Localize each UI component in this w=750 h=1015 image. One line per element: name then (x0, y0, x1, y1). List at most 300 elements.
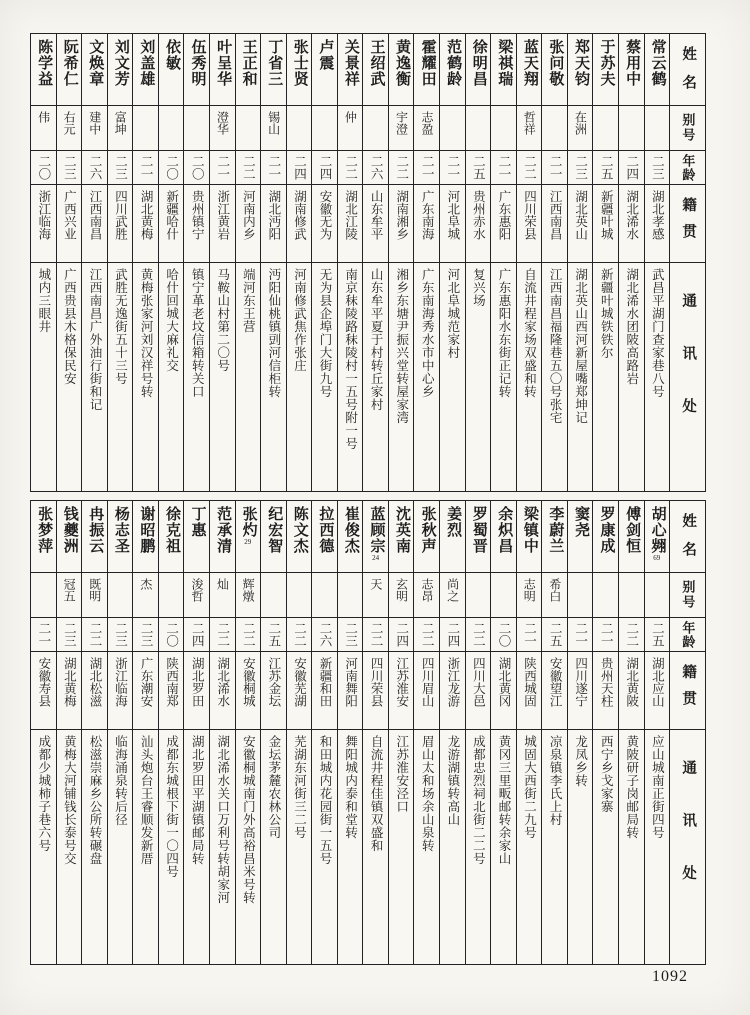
person-age: 二四 (287, 151, 312, 185)
person-column (184, 34, 210, 491)
person-address: 舞阳城内泰和堂转 (343, 735, 358, 839)
person-address: 凉泉镇李氏上村 (548, 735, 563, 826)
person-name: 张秋声 (414, 501, 439, 573)
person-alias (645, 573, 670, 618)
name-annotation: 29 (244, 538, 252, 546)
person-address: 芜湖东河街三二号 (292, 735, 307, 839)
person-address: 松滋崇麻乡公所转碾盘 (87, 735, 102, 865)
person-name: 崔俊杰 (338, 501, 363, 573)
person-address: 龙游湖镇转高山 (445, 735, 460, 826)
person-alias: 志昂 (414, 573, 439, 618)
header-age-label: 年龄 (670, 151, 705, 185)
person-address: 成都忠烈祠北街二二号 (471, 735, 486, 865)
person-age: 二三 (108, 151, 133, 185)
person-origin: 四川荣县 (517, 185, 542, 263)
person-column (184, 501, 210, 964)
person-origin: 湖北罗田 (184, 652, 209, 730)
person-origin: 江苏淮安 (389, 652, 414, 730)
person-column (338, 501, 364, 964)
person-alias (236, 106, 261, 151)
person-origin: 四川大邑 (466, 652, 491, 730)
person-name: 刘盖雄 (133, 34, 158, 106)
person-origin: 湖北江陵 (338, 185, 363, 263)
person-age: 二三 (338, 618, 363, 652)
person-age: 二二 (236, 618, 261, 652)
person-address: 西宁乡戈家寨 (599, 735, 614, 813)
person-column (236, 501, 262, 964)
person-origin: 湖北孝感 (645, 185, 670, 263)
person-name: 徐克祖 (159, 501, 184, 573)
person-alias (159, 106, 184, 151)
person-age: 二一 (210, 151, 235, 185)
person-age: 二一 (440, 151, 465, 185)
person-origin: 贵州赤水 (466, 185, 491, 263)
person-name: 张问敬 (542, 34, 567, 106)
person-age: 二一 (31, 618, 56, 652)
page-number: 1092 (652, 968, 688, 985)
person-age: 二二 (236, 151, 261, 185)
person-age: 二四 (619, 151, 644, 185)
person-column (593, 501, 619, 964)
person-origin: 新疆哈什 (159, 185, 184, 263)
header-column (670, 34, 705, 491)
person-alias (312, 573, 337, 618)
person-age: 二五 (542, 618, 567, 652)
person-origin: 新疆和田 (312, 652, 337, 730)
header-age-label: 年龄 (670, 618, 705, 652)
person-column (568, 501, 594, 964)
person-name: 沈英南 (389, 501, 414, 573)
person-alias (645, 106, 670, 151)
person-column (517, 34, 543, 491)
person-age: 二四 (389, 618, 414, 652)
person-name: 范鹤龄 (440, 34, 465, 106)
person-column (414, 34, 440, 491)
person-alias: 既明 (82, 573, 107, 618)
person-name: 谢昭鹏 (133, 501, 158, 573)
person-name: 范承清 (210, 501, 235, 573)
person-column (363, 501, 389, 964)
person-column (593, 34, 619, 491)
person-column (466, 34, 492, 491)
person-origin: 安徽寿县 (31, 652, 56, 730)
person-name: 傅剑恒 (619, 501, 644, 573)
person-address: 成都少城柿子巷六号 (36, 735, 51, 852)
person-age: 二一 (491, 151, 516, 185)
person-alias: 志盈 (414, 106, 439, 151)
person-origin: 江西南昌 (82, 185, 107, 263)
person-column (619, 34, 645, 491)
person-age: 二一 (133, 151, 158, 185)
person-address: 湘乡东塘尹振兴堂转屋家湾 (394, 268, 409, 424)
person-column (159, 501, 185, 964)
person-column (82, 501, 108, 964)
person-age: 二三 (568, 151, 593, 185)
person-origin: 湖南湘乡 (389, 185, 414, 263)
person-age: 二五 (261, 618, 286, 652)
person-address: 江苏淮安泾口 (394, 735, 409, 813)
person-alias: 灿 (210, 573, 235, 618)
person-address: 沔阳仙桃镇剅河信柜转 (266, 268, 281, 398)
person-name: 窦尧 (568, 501, 593, 573)
person-alias: 浚哲 (184, 573, 209, 618)
person-alias (338, 573, 363, 618)
person-alias: 玄明 (389, 573, 414, 618)
person-origin: 安徽芜湖 (287, 652, 312, 730)
person-alias: 尚之 (440, 573, 465, 618)
person-column (466, 501, 492, 964)
person-origin: 安徽无为 (312, 185, 337, 263)
name-annotation: 69 (653, 554, 661, 562)
person-origin: 湖北黄梅 (57, 652, 82, 730)
person-name: 余炽昌 (491, 501, 516, 573)
person-column (389, 34, 415, 491)
person-origin: 浙江临海 (108, 652, 133, 730)
person-name: 于苏夫 (593, 34, 618, 106)
person-column (491, 34, 517, 491)
person-age: 二一 (517, 618, 542, 652)
person-name: 姜烈 (440, 501, 465, 573)
person-name: 李蔚兰 (542, 501, 567, 573)
directory-table-bottom (30, 500, 706, 965)
person-address: 金坛茅麓农林公司 (266, 735, 281, 839)
person-origin: 江西南昌 (542, 185, 567, 263)
person-alias: 右元 (57, 106, 82, 151)
person-alias (568, 573, 593, 618)
person-alias: 澄华 (210, 106, 235, 151)
person-name: 丁省三 (261, 34, 286, 106)
person-origin: 广东惠阳 (491, 185, 516, 263)
person-alias (108, 573, 133, 618)
person-age: 二二 (363, 618, 388, 652)
person-age: 二三 (133, 618, 158, 652)
person-column (261, 501, 287, 964)
header-name-label: 姓名 (670, 34, 705, 106)
person-address: 河北阜城范家村 (445, 268, 460, 359)
name-annotation: 24 (372, 554, 380, 562)
person-column (312, 501, 338, 964)
person-name: 冉振云 (82, 501, 107, 573)
person-name: 郑天钧 (568, 34, 593, 106)
person-name: 文焕章 (82, 34, 107, 106)
person-column (619, 501, 645, 964)
person-column (517, 501, 543, 964)
person-alias (133, 106, 158, 151)
person-alias: 杰 (133, 573, 158, 618)
person-address: 无为县企埠门大街九号 (318, 268, 333, 398)
person-name: 拉西德 (312, 501, 337, 573)
person-column (440, 34, 466, 491)
person-address: 眉山太和场余山泉转 (420, 735, 435, 852)
person-alias: 冠五 (57, 573, 82, 618)
person-address: 湖北浠水关口万利号转胡家河 (215, 735, 230, 904)
person-name: 黄逸衡 (389, 34, 414, 106)
person-age: 二二 (338, 151, 363, 185)
person-column (414, 501, 440, 964)
person-address: 广东惠阳水东街正记转 (496, 268, 511, 398)
header-column (670, 501, 705, 964)
person-origin: 安徽望江 (542, 652, 567, 730)
person-name: 罗康成 (593, 501, 618, 573)
person-column (82, 34, 108, 491)
person-age: 二二 (210, 618, 235, 652)
person-name: 胡心翙 69 (645, 501, 670, 573)
header-origin-label: 籍贯 (670, 652, 705, 730)
person-address: 临海涌泉转后径 (113, 735, 128, 826)
person-origin: 湖北沔阳 (261, 185, 286, 263)
person-age: 二六 (82, 151, 107, 185)
person-address: 湖北罗田平湖镇邮局转 (190, 735, 205, 865)
person-column (133, 34, 159, 491)
person-name: 纪宏智 (261, 501, 286, 573)
person-column (108, 501, 134, 964)
person-column (133, 501, 159, 964)
person-column (440, 501, 466, 964)
person-origin: 江苏金坛 (261, 652, 286, 730)
person-origin: 贵州镇宁 (184, 185, 209, 263)
person-address: 山东牟平夏于村转丘家村 (369, 268, 384, 411)
person-origin: 浙江黄岩 (210, 185, 235, 263)
person-age: 二二 (414, 618, 439, 652)
person-alias (593, 106, 618, 151)
person-address: 安徽桐城南门外高裕昌米号转 (241, 735, 256, 904)
person-address: 河南修武焦作张庄 (292, 268, 307, 372)
header-name-label: 姓名 (670, 501, 705, 573)
person-address: 镇宁革老坟信箱转关口 (190, 268, 205, 398)
person-address: 黄陂研子岗邮局转 (624, 735, 639, 839)
person-age: 二〇 (184, 151, 209, 185)
person-address: 成都东城根下街一〇四号 (164, 735, 179, 878)
person-address: 城固大西街二九号 (522, 735, 537, 839)
person-column (542, 34, 568, 491)
person-origin: 四川遂宁 (568, 652, 593, 730)
person-name: 王正和 (236, 34, 261, 106)
person-alias: 建中 (82, 106, 107, 151)
person-address: 黄梅大河铺钱长泰号交 (62, 735, 77, 865)
person-origin: 湖北黄梅 (133, 185, 158, 263)
person-column (210, 501, 236, 964)
person-alias: 锡山 (261, 106, 286, 151)
person-alias (593, 573, 618, 618)
person-age: 二六 (363, 151, 388, 185)
person-origin: 湖北浠水 (619, 185, 644, 263)
person-name: 丁惠 (184, 501, 209, 573)
person-column (645, 34, 671, 491)
person-origin: 河南舞阳 (338, 652, 363, 730)
person-address: 广东南海秀水市中心乡 (420, 268, 435, 398)
person-origin: 湖南修武 (287, 185, 312, 263)
person-age: 二四 (312, 151, 337, 185)
person-name: 梁镇中 (517, 501, 542, 573)
person-origin: 广西兴业 (57, 185, 82, 263)
directory-table-top (30, 33, 706, 492)
person-origin: 浙江龙游 (440, 652, 465, 730)
person-column (389, 501, 415, 964)
person-name: 陈文杰 (287, 501, 312, 573)
person-alias (466, 573, 491, 618)
person-name: 张梦萍 (31, 501, 56, 573)
person-name: 梁祺瑞 (491, 34, 516, 106)
person-address: 哈什回城大麻礼交 (164, 268, 179, 372)
person-origin: 湖北英山 (568, 185, 593, 263)
person-age: 二〇 (491, 618, 516, 652)
person-alias: 富坤 (108, 106, 133, 151)
person-name: 伍秀明 (184, 34, 209, 106)
person-alias (184, 106, 209, 151)
person-age: 二一 (593, 618, 618, 652)
person-name: 蓝顾宗 24 (363, 501, 388, 573)
person-origin: 广东南海 (414, 185, 439, 263)
person-origin: 四川荣县 (363, 652, 388, 730)
person-alias (619, 573, 644, 618)
person-age: 二二 (389, 151, 414, 185)
person-address: 自流井程佳镇双盛和 (369, 735, 384, 852)
person-origin: 四川武胜 (108, 185, 133, 263)
person-age: 二三 (108, 618, 133, 652)
person-age: 二三 (645, 151, 670, 185)
person-name: 阮希仁 (57, 34, 82, 106)
person-origin: 山东牟平 (363, 185, 388, 263)
person-alias: 志明 (517, 573, 542, 618)
person-name: 王绍武 (363, 34, 388, 106)
person-age: 二一 (414, 151, 439, 185)
person-age: 二四 (440, 618, 465, 652)
header-origin-label: 籍贯 (670, 185, 705, 263)
person-column (57, 501, 83, 964)
person-origin: 湖北应山 (645, 652, 670, 730)
person-origin: 湖北黄陂 (619, 652, 644, 730)
person-name: 蔡用中 (619, 34, 644, 106)
person-age: 二二 (82, 618, 107, 652)
person-age: 二三 (57, 618, 82, 652)
person-origin: 湖北浠水 (210, 652, 235, 730)
person-address: 马鞍山村第二〇号 (215, 268, 230, 372)
person-address: 南京秣陵路秣陵村一五号附一号 (343, 268, 358, 450)
person-alias: 仲 (338, 106, 363, 151)
person-address: 复兴场 (471, 268, 486, 307)
header-address-label: 通讯处 (680, 293, 697, 451)
person-alias: 哲祥 (517, 106, 542, 151)
header-alias-label: 别号 (670, 106, 705, 151)
person-age: 二〇 (159, 618, 184, 652)
person-name: 徐明昌 (466, 34, 491, 106)
person-age: 二四 (184, 618, 209, 652)
person-name: 霍耀田 (414, 34, 439, 106)
person-alias (159, 573, 184, 618)
person-address: 应山城南正街四号 (650, 735, 665, 839)
person-origin: 四川眉山 (414, 652, 439, 730)
person-column (568, 34, 594, 491)
person-alias (466, 106, 491, 151)
person-address: 武胜无逸街五十三号 (113, 268, 128, 385)
person-alias: 希白 (542, 573, 567, 618)
person-alias (440, 106, 465, 151)
person-alias (287, 106, 312, 151)
person-name: 张灼 29 (236, 501, 261, 573)
person-address: 端河东王营 (241, 268, 256, 333)
person-age: 二三 (57, 151, 82, 185)
person-origin: 河北阜城 (440, 185, 465, 263)
person-address: 自流井程家场双盛和转 (522, 268, 537, 398)
person-column (31, 501, 57, 964)
person-name: 叶呈华 (210, 34, 235, 106)
person-address: 和田城内花园街一五号 (318, 735, 333, 865)
person-column (645, 501, 671, 964)
person-name: 钱夔洲 (57, 501, 82, 573)
person-address: 江西南昌广外油行街和记 (87, 268, 102, 411)
person-address: 汕头炮台王睿顺发新厝 (139, 735, 154, 865)
person-origin: 贵州天柱 (593, 652, 618, 730)
person-address: 城内三眼井 (36, 268, 51, 333)
person-column (363, 34, 389, 491)
person-age: 二二 (619, 618, 644, 652)
person-address: 黄梅张家河刘汉祥号转 (139, 268, 154, 398)
person-name: 罗蜀晋 (466, 501, 491, 573)
person-address: 武昌平湖门查家巷八号 (650, 268, 665, 398)
person-column (236, 34, 262, 491)
person-age: 二五 (466, 151, 491, 185)
person-column (542, 501, 568, 964)
person-age: 二五 (593, 151, 618, 185)
person-origin: 广东潮安 (133, 652, 158, 730)
person-column (338, 34, 364, 491)
person-alias (542, 106, 567, 151)
person-age: 二一 (542, 151, 567, 185)
person-address: 黄冈三里畈邮转余家山 (496, 735, 511, 865)
person-origin: 湖北黄冈 (491, 652, 516, 730)
person-alias: 在洲 (568, 106, 593, 151)
person-column (31, 34, 57, 491)
person-age: 二一 (568, 618, 593, 652)
person-column (287, 501, 313, 964)
person-age: 二二 (517, 151, 542, 185)
person-age: 二二 (466, 618, 491, 652)
person-address: 广西贵县木格保民安 (62, 268, 77, 385)
person-address: 龙凤乡转 (573, 735, 588, 787)
person-origin: 浙江临海 (31, 185, 56, 263)
person-column (108, 34, 134, 491)
person-alias (287, 573, 312, 618)
person-address: 江西南昌福隆巷五〇号张宅 (548, 268, 563, 424)
person-address: 湖北浠水团陂高路岩 (624, 268, 639, 385)
person-alias (491, 573, 516, 618)
person-address: 新疆叶城铁铁尔 (599, 268, 614, 359)
person-column (491, 501, 517, 964)
person-column (312, 34, 338, 491)
person-origin: 河南内乡 (236, 185, 261, 263)
person-column (57, 34, 83, 491)
person-column (210, 34, 236, 491)
person-age: 二〇 (159, 151, 184, 185)
person-origin: 新疆叶城 (593, 185, 618, 263)
person-alias: 辉燉 (236, 573, 261, 618)
person-alias (261, 573, 286, 618)
person-alias (363, 106, 388, 151)
person-age: 二一 (261, 151, 286, 185)
person-alias (31, 573, 56, 618)
person-origin: 陕西南郑 (159, 652, 184, 730)
person-address: 湖北英山西河新屋嘴郑坤记 (573, 268, 588, 424)
person-alias: 天 (363, 573, 388, 618)
person-alias (312, 106, 337, 151)
person-name: 依敏 (159, 34, 184, 106)
person-alias: 宇澄 (389, 106, 414, 151)
person-name: 张士贤 (287, 34, 312, 106)
person-alias: 伟 (31, 106, 56, 151)
person-column (287, 34, 313, 491)
person-name: 陈学益 (31, 34, 56, 106)
person-origin: 安徽桐城 (236, 652, 261, 730)
